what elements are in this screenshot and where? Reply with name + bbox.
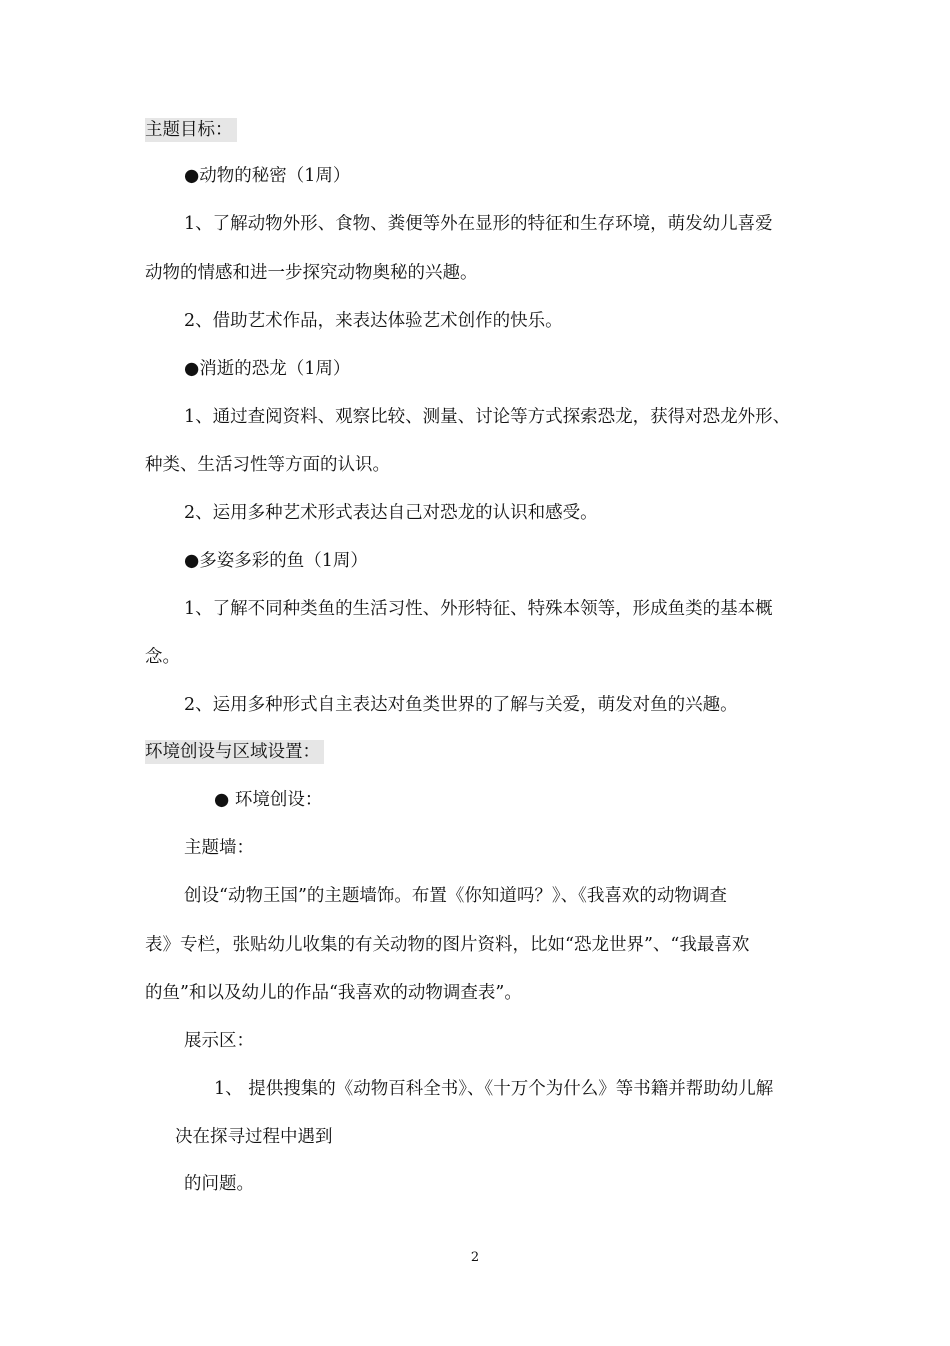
- paragraph-line: 动物的情感和进一步探究动物奥秘的兴趣。: [145, 263, 478, 283]
- paragraph-line: 2、运用多种艺术形式表达自己对恐龙的认识和感受。: [184, 503, 598, 523]
- paragraph-line: 念。: [145, 647, 180, 667]
- section-title-colorful-fish: ●多姿多彩的鱼（1周）: [184, 551, 368, 571]
- paragraph-line: 表》专栏，张贴幼儿收集的有关动物的图片资料，比如“恐龙世界”、“我最喜欢: [145, 935, 750, 955]
- section-title-vanished-dinosaurs: ●消逝的恐龙（1周）: [184, 359, 351, 379]
- paragraph-line: 创设“动物王国”的主题墙饰。布置《你知道吗？》、《我喜欢的动物调查: [184, 886, 727, 906]
- paragraph-line: 的鱼”和以及幼儿的作品“我喜欢的动物调查表”。: [145, 983, 522, 1003]
- label-display-area: 展示区：: [184, 1031, 254, 1051]
- label-theme-wall: 主题墙：: [184, 838, 254, 858]
- heading-theme-goals: 主题目标：: [145, 118, 237, 142]
- paragraph-line: 2、借助艺术作品，来表达体验艺术创作的快乐。: [184, 311, 563, 331]
- paragraph-line: 1、 提供搜集的《动物百科全书》、《十万个为什么》等书籍并帮助幼儿解: [214, 1079, 774, 1099]
- paragraph-line: 1、了解动物外形、食物、粪便等外在显形的特征和生存环境，萌发幼儿喜爱: [184, 214, 773, 234]
- paragraph-line: 1、通过查阅资料、观察比较、测量、讨论等方式探索恐龙，获得对恐龙外形、: [184, 407, 791, 427]
- bullet-environment-creation: ● 环境创设：: [214, 790, 323, 810]
- page-number: 2: [470, 1250, 480, 1265]
- paragraph-line: 种类、生活习性等方面的认识。: [145, 455, 390, 475]
- paragraph-line: 的问题。: [184, 1174, 254, 1194]
- paragraph-line: 2、运用多种形式自主表达对鱼类世界的了解与关爱，萌发对鱼的兴趣。: [184, 695, 738, 715]
- paragraph-line: 1、了解不同种类鱼的生活习性、外形特征、特殊本领等，形成鱼类的基本概: [184, 599, 773, 619]
- heading-environment-setup: 环境创设与区域设置：: [145, 740, 324, 764]
- section-title-animal-secrets: ●动物的秘密（1周）: [184, 166, 351, 186]
- paragraph-line: 决在探寻过程中遇到: [175, 1127, 333, 1147]
